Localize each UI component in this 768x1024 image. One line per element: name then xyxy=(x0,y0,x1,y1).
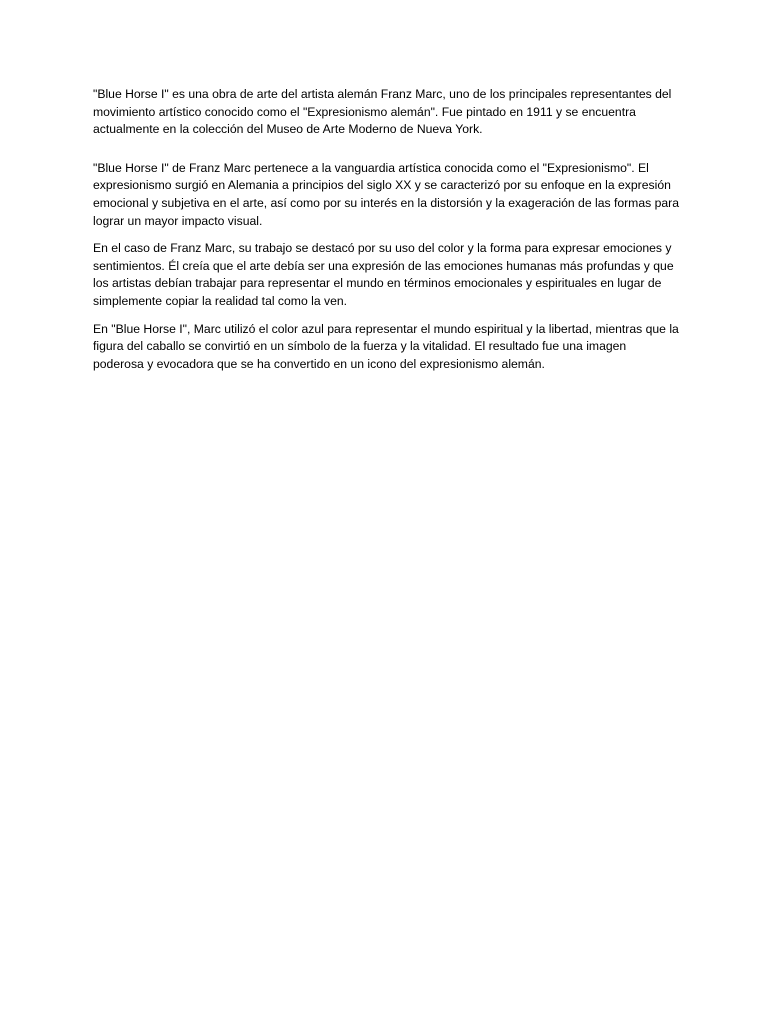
paragraph-franz-marc: En el caso de Franz Marc, su trabajo se destacó por su uso del color y la forma para expresar emociones y sentimientos. Él creía que el arte debía ser una expresión de las emociones humanas más profundas y que los artistas debían trabajar para representar el mundo en términos emocionales y espirituales en lugar de simplemente copiar la realidad tal como la ven. xyxy=(93,241,674,308)
paragraph-blue-horse: En "Blue Horse I", Marc utilizó el color azul para representar el mundo espiritual y la libertad, mientras que la figura del caballo se convirtió en un símbolo de la fuerza y la vitalidad. El resultado fue una imagen poderosa y evocadora que se ha convertido en un icono del expresionismo alemán. xyxy=(93,321,679,371)
document-body xyxy=(93,86,679,383)
paragraph-expressionism: "Blue Horse I" de Franz Marc pertenece a la vanguardia artística conocida como el "Expresionismo". El expresionismo surgió en Alemania a principios del siglo XX y se caracterizó por su enfoque en la expresión emocional y subjetiva en el arte, así como por su interés en la distorsión y la exageración de las formas para lograr un mayor impacto visual. xyxy=(93,160,679,228)
paragraph-intro: "Blue Horse I" es una obra de arte del artista alemán Franz Marc, uno de los principales representantes del movimiento artístico conocido como el "Expresionismo alemán". Fue pintado en 1911 y se encuentra actualmente en la colección del Museo de Arte Moderno de Nueva York. xyxy=(93,87,672,137)
